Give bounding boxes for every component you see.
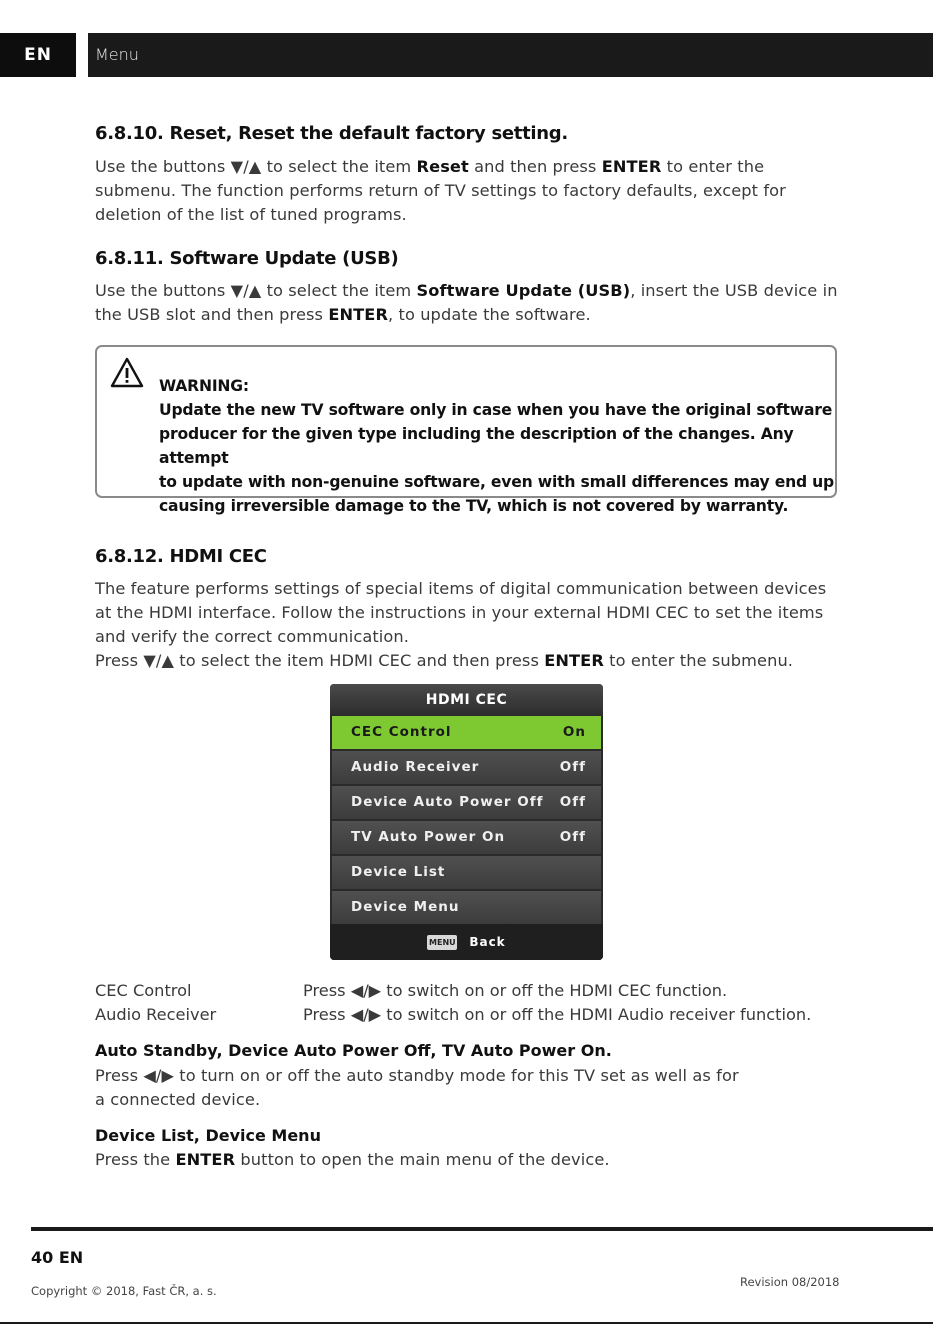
- osd-row-label: Device List: [351, 864, 446, 880]
- warning-icon: [110, 357, 144, 389]
- footer-divider: [31, 1227, 933, 1231]
- definition-desc: Press ◀/▶ to switch on or off the HDMI CEC function.: [303, 981, 728, 1000]
- warning-line-1: Update the new TV software only in case when you have the original software: [159, 401, 833, 419]
- heading-device-list: Device List, Device Menu: [95, 1126, 321, 1145]
- section-title: Menu: [95, 45, 139, 64]
- osd-title: HDMI CEC: [330, 684, 603, 716]
- osd-back-label: Back: [469, 935, 506, 949]
- software-paragraph: [95, 279, 855, 327]
- auto-standby-line-1: Press ◀/▶ to turn on or off the auto standby mode for this TV set as well as for: [95, 1066, 739, 1085]
- osd-row-device-auto-power-off[interactable]: [332, 786, 601, 819]
- warning-box: [95, 345, 837, 515]
- revision-text: Revision 08/2018: [740, 1275, 840, 1289]
- osd-row-device-menu[interactable]: [332, 891, 601, 924]
- osd-row-label: CEC Control: [351, 724, 452, 740]
- heading-software-update: 6.8.11. Software Update (USB): [95, 248, 399, 269]
- osd-row-label: TV Auto Power On: [351, 829, 506, 845]
- definition-term: Audio Receiver: [95, 1005, 217, 1024]
- reset-line-1: Use the buttons ▼/▲ to select the item Reset and then press ENTER to enter the: [95, 157, 765, 176]
- osd-row-value: On: [562, 724, 586, 740]
- warning-line-2: producer for the given type including the description of the changes. Any attempt: [159, 425, 794, 467]
- cec-paragraph: [95, 577, 855, 673]
- definition-row: [95, 1003, 855, 1027]
- software-line-2: the USB slot and then press ENTER, to update the software.: [95, 305, 591, 324]
- hdmi-cec-osd-menu: [330, 684, 603, 960]
- copyright-text: Copyright © 2018, Fast ČR, a. s.: [31, 1284, 217, 1298]
- reset-paragraph: [95, 155, 855, 227]
- osd-row-value: Off: [559, 794, 586, 810]
- osd-row-label: Audio Receiver: [351, 759, 480, 775]
- definition-term: CEC Control: [95, 981, 192, 1000]
- cec-line-1: The feature performs settings of special items of digital communication between devices: [95, 579, 827, 598]
- reset-line-3: deletion of the list of tuned programs.: [95, 205, 407, 224]
- osd-footer: [330, 924, 603, 960]
- osd-row-value: Off: [559, 759, 586, 775]
- auto-standby-line-2: a connected device.: [95, 1090, 261, 1109]
- tab-divider: [76, 33, 88, 77]
- cec-line-4: Press ▼/▲ to select the item HDMI CEC and then press ENTER to enter the submenu.: [95, 651, 794, 670]
- language-tab: EN: [0, 33, 76, 77]
- heading-hdmi-cec: 6.8.12. HDMI CEC: [95, 546, 267, 567]
- warning-line-4: causing irreversible damage to the TV, which is not covered by warranty.: [159, 497, 789, 515]
- osd-row-device-list[interactable]: [332, 856, 601, 889]
- auto-standby-paragraph: [95, 1064, 855, 1112]
- reset-line-2: submenu. The function performs return of TV settings to factory defaults, except for: [95, 181, 786, 200]
- heading-reset: 6.8.10. Reset, Reset the default factory setting.: [95, 123, 568, 144]
- header-bar: [0, 33, 933, 77]
- warning-line-3: to update with non-genuine software, even with small differences may end up: [159, 473, 835, 491]
- osd-row-value: Off: [559, 829, 586, 845]
- software-line-1: Use the buttons ▼/▲ to select the item Software Update (USB), insert the USB device in: [95, 281, 838, 300]
- cec-line-2: at the HDMI interface. Follow the instructions in your external HDMI CEC to set the items: [95, 603, 824, 622]
- menu-button-icon[interactable]: MENU: [427, 935, 457, 950]
- cec-line-3: and verify the correct communication.: [95, 627, 409, 646]
- warning-title: WARNING:: [159, 377, 249, 395]
- device-list-paragraph: [95, 1148, 855, 1172]
- device-list-line-1: Press the ENTER button to open the main menu of the device.: [95, 1150, 610, 1169]
- page-number: 40 EN: [31, 1248, 84, 1267]
- heading-auto-standby: Auto Standby, Device Auto Power Off, TV Auto Power On.: [95, 1041, 612, 1060]
- osd-row-label: Device Menu: [351, 899, 460, 915]
- osd-row-cec-control[interactable]: [332, 716, 601, 749]
- warning-text: [159, 374, 839, 518]
- osd-row-tv-auto-power-on[interactable]: [332, 821, 601, 854]
- osd-row-audio-receiver[interactable]: [332, 751, 601, 784]
- osd-row-label: Device Auto Power Off: [351, 794, 544, 810]
- definition-row: [95, 979, 855, 1003]
- definition-desc: Press ◀/▶ to switch on or off the HDMI Audio receiver function.: [303, 1005, 812, 1024]
